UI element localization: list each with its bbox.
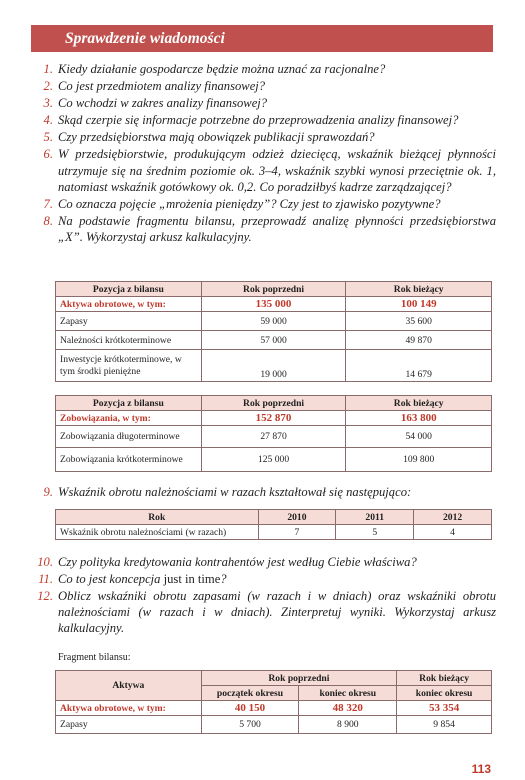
cell-value: 163 800: [346, 411, 492, 426]
column-header: 2010: [258, 510, 336, 525]
column-header: Rok: [56, 510, 259, 525]
table-header-row: [56, 396, 492, 411]
table-row: [56, 448, 492, 472]
question-number: 9.: [43, 485, 53, 499]
question-12: [36, 588, 496, 636]
cell-value: 27 870: [201, 426, 346, 448]
question-9-block: [36, 484, 496, 501]
column-header: Rok bieżący: [346, 396, 492, 411]
table-header-row: [56, 510, 492, 525]
cell-value: 125 000: [201, 448, 346, 472]
question-number: 1.: [43, 62, 53, 76]
question-text: Co jest przedmiotem analizy finansowej?: [58, 79, 266, 94]
table-row: [56, 426, 492, 448]
row-label: Zobowiązania długoterminowe: [56, 426, 202, 448]
table-header-row: [56, 671, 492, 686]
cell-value: 19 000: [201, 350, 346, 382]
question-text: Wskaźnik obrotu należnościami w razach kształtował się następująco:: [58, 485, 412, 499]
column-header: Rok poprzedni: [201, 282, 346, 297]
question-number: 11.: [38, 572, 53, 587]
column-header: 2011: [336, 510, 414, 525]
question-text: W przedsiębiorstwie, produkującym odzież dziecięcą, wskaźnik bieżącej płynności utrzymuje się na średnim poziomie ok. 3–4, wskaźnik szybki wynosi przeciętnie ok. 1, natomiast wskaźnik gotówkowy ok. 0,2. Co poradziłbyś kadrze zarządzającej?: [58, 147, 496, 194]
fragment-label: Fragment bilansu:: [58, 652, 131, 663]
questions-list-b: [36, 554, 496, 637]
row-label: Zobowiązania, w tym:: [56, 411, 202, 426]
table-row: [56, 297, 492, 312]
question-8: [36, 213, 496, 245]
cell-value: 135 000: [201, 297, 346, 312]
question-text: Na podstawie fragmentu bilansu, przeprowadź analizę płynności przedsiębiorstwa „X”. Wykorzystaj arkusz kalkulacyjny.: [58, 213, 496, 244]
page-number: 113: [471, 762, 491, 776]
cell-value: 57 000: [201, 331, 346, 350]
cell-value: 8 900: [299, 716, 397, 734]
question-number: 7.: [43, 196, 53, 211]
question-7: [36, 196, 496, 212]
cell-value: 5: [336, 525, 414, 540]
table-row: [56, 525, 492, 540]
cell-value: 7: [258, 525, 336, 540]
column-subheader: początek okresu: [201, 686, 299, 701]
cell-value: 35 600: [346, 312, 492, 331]
question-text: Oblicz wskaźniki obrotu zapasami (w razach i w dniach) oraz wskaźniki obrotu należnościami (w razach i w dniach). Zinterpretuj wyniki. Wykorzystaj arkusz kalkulacyjny.: [58, 589, 496, 636]
cell-value: 9 854: [397, 716, 492, 734]
cell-value: 54 000: [346, 426, 492, 448]
column-header: Aktywa: [56, 671, 202, 701]
question-number: 2.: [43, 79, 53, 94]
question-text: Czy przedsiębiorstwa mają obowiązek publikacji sprawozdań?: [58, 130, 375, 145]
liabilities-table: [55, 395, 492, 472]
question-1: [36, 61, 496, 77]
row-label: Zapasy: [56, 312, 202, 331]
question-text: Skąd czerpie się informacje potrzebne do przeprowadzenia analizy finansowej?: [58, 113, 459, 128]
question-number: 12.: [37, 589, 53, 604]
question-text: Co oznacza pojęcie „mrożenia pieniędzy”? Czy jest to zjawisko pozytywne?: [58, 196, 441, 211]
column-header: Pozycja z bilansu: [56, 396, 202, 411]
column-header: Pozycja z bilansu: [56, 282, 202, 297]
row-label: Wskaźnik obrotu należnościami (w razach): [56, 525, 259, 540]
cell-value: 40 150: [201, 701, 299, 716]
cell-value: 53 354: [397, 701, 492, 716]
cell-value: 14 679: [346, 350, 492, 382]
column-header: 2012: [414, 510, 492, 525]
table-header-row: [56, 282, 492, 297]
question-11: [36, 571, 496, 587]
row-label: Aktywa obrotowe, w tym:: [56, 297, 202, 312]
row-label: Należności krótkoterminowe: [56, 331, 202, 350]
table-row: [56, 331, 492, 350]
column-subheader: koniec okresu: [299, 686, 397, 701]
assets-table: [55, 281, 492, 382]
cell-value: 49 870: [346, 331, 492, 350]
question-number: 3.: [43, 96, 53, 111]
row-label: Aktywa obrotowe, w tym:: [56, 701, 202, 716]
column-header: Rok bieżący: [346, 282, 492, 297]
question-text: Czy polityka kredytowania kontrahentów jest według Ciebie właściwa?: [58, 555, 417, 569]
question-text: Co wchodzi w zakres analizy finansowej?: [58, 96, 268, 111]
cell-value: 48 320: [299, 701, 397, 716]
table-row: [56, 312, 492, 331]
cell-value: 100 149: [346, 297, 492, 312]
cell-value: 152 870: [201, 411, 346, 426]
receivables-turnover-table: [55, 509, 492, 540]
cell-value: 5 700: [201, 716, 299, 734]
row-label: Inwestycje krótkoterminowe, w tym środki pieniężne: [56, 350, 202, 382]
row-label: Zapasy: [56, 716, 202, 734]
question-6: [36, 146, 496, 194]
question-5: [36, 129, 496, 145]
column-header: Rok poprzedni: [201, 671, 397, 686]
question-2: [36, 78, 496, 94]
term-just-in-time: just in time: [163, 572, 221, 587]
question-text-part: Co to jest koncepcja: [58, 572, 164, 587]
question-text: [58, 571, 496, 587]
table-row: [56, 350, 492, 382]
question-10: [36, 554, 496, 570]
table-row: [56, 716, 492, 734]
question-number: 5.: [43, 130, 53, 145]
cell-value: 109 800: [346, 448, 492, 472]
table-row: [56, 701, 492, 716]
row-label: Zobowiązania krótkoterminowe: [56, 448, 202, 472]
question-9: [36, 484, 496, 500]
question-number: 10.: [37, 555, 53, 569]
column-header: Rok bieżący: [397, 671, 492, 686]
question-number: 4.: [43, 113, 53, 128]
question-number: 8.: [43, 213, 53, 228]
section-banner: [31, 25, 493, 52]
section-title: Sprawdzenie wiadomości: [65, 30, 225, 47]
question-4: [36, 112, 496, 128]
balance-fragment-table: [55, 670, 492, 734]
question-text-part: ?: [220, 572, 227, 587]
questions-list-a: [36, 61, 496, 246]
cell-value: 4: [414, 525, 492, 540]
column-header: Rok poprzedni: [201, 396, 346, 411]
question-3: [36, 95, 496, 111]
cell-value: 59 000: [201, 312, 346, 331]
question-number: 6.: [43, 147, 53, 162]
question-text: Kiedy działanie gospodarcze będzie można uznać za racjonalne?: [58, 62, 386, 76]
table-row: [56, 411, 492, 426]
column-subheader: koniec okresu: [397, 686, 492, 701]
